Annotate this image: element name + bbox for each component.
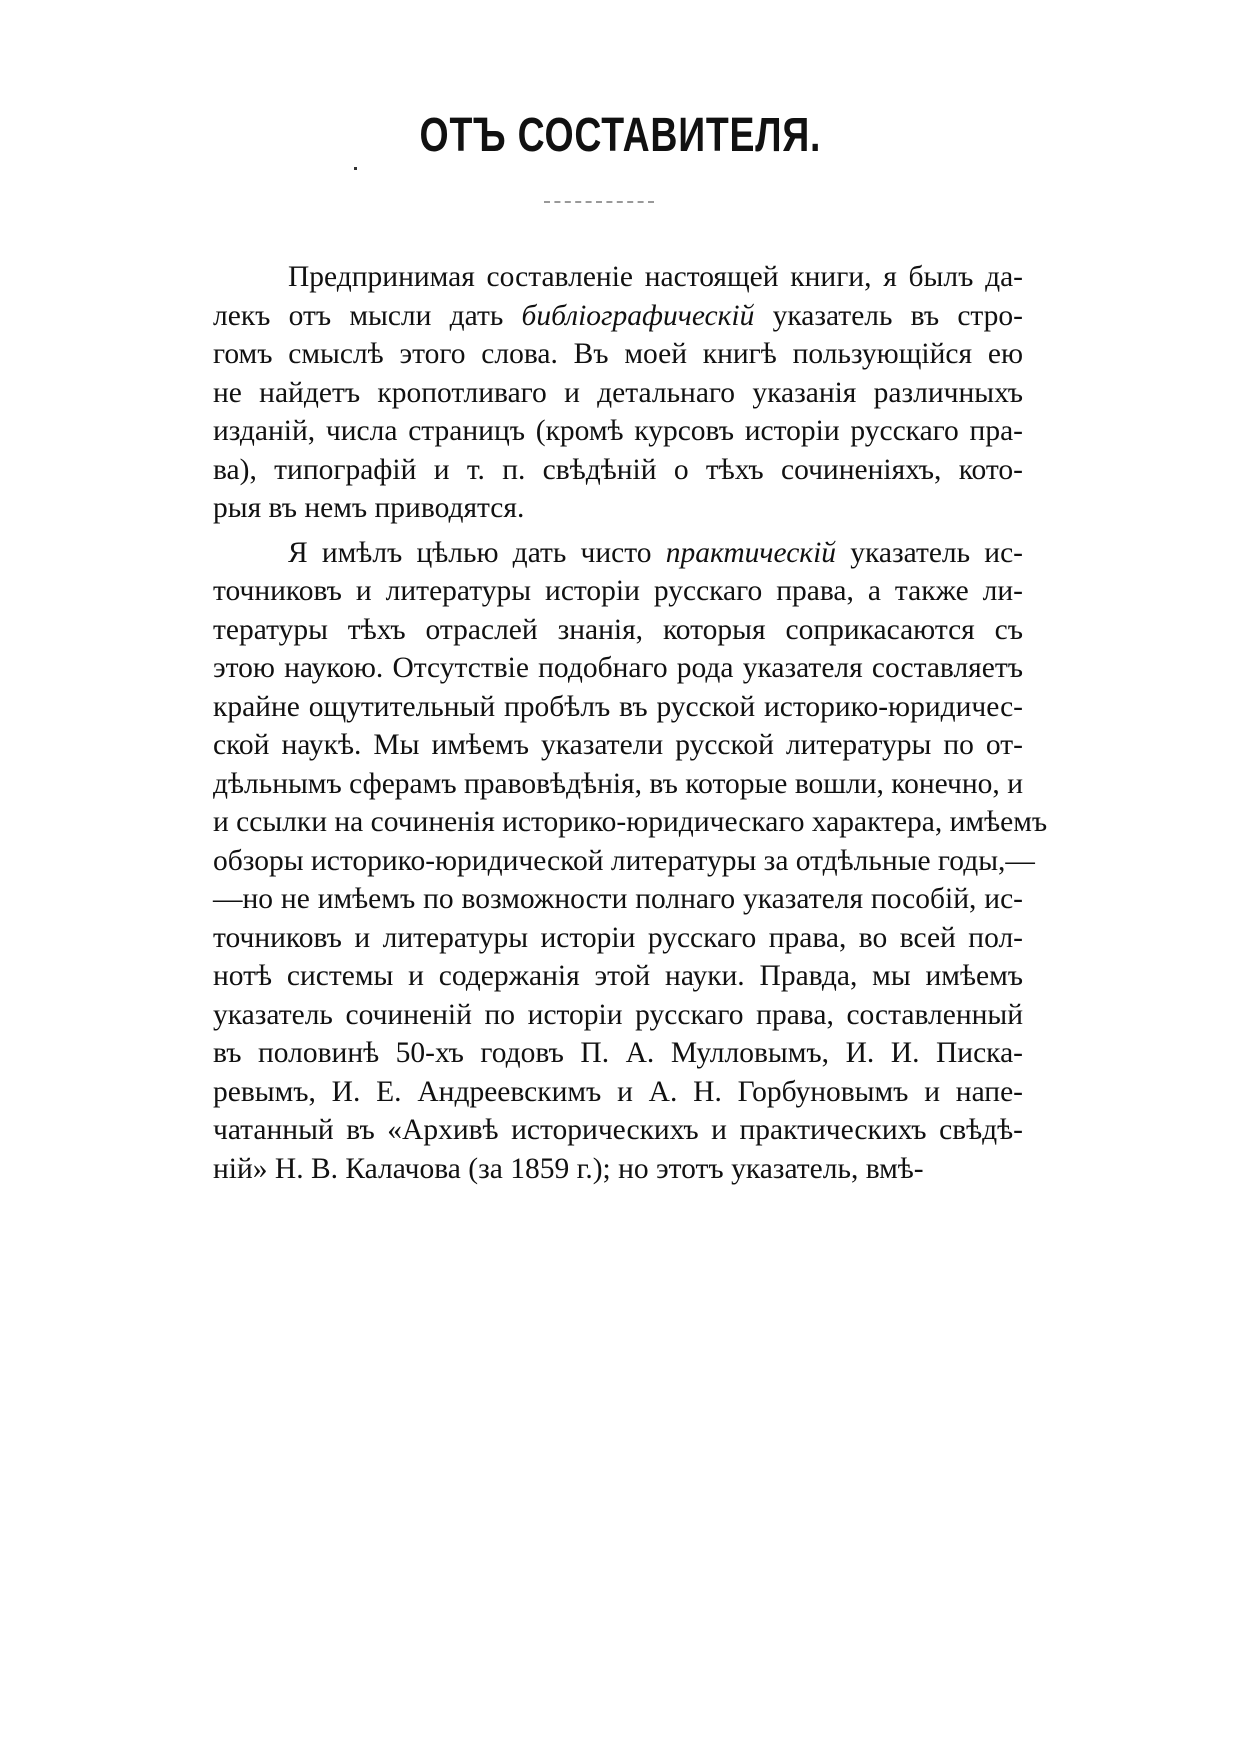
text-segment: —но не имѣемъ по возможности полнаго указателя пособій, ис- [213,883,1023,915]
text-segment: Предпринимая составленіе настоящей книги, я былъ да- [288,261,1023,293]
page-title: ОТЪ СОСТАВИТЕЛЯ. [419,109,822,162]
text-segment: ва), типографій и т. п. свѣдѣній о тѣхъ сочиненіяхъ, кото- [213,453,1023,486]
text-segment: обзоры историко-юридической литературы за отдѣльные годы,— [213,844,1035,877]
text-segment: указатель сочиненій по исторіи русскаго права, составленный [213,998,1023,1031]
text-line [213,688,1023,727]
text-line [213,1111,1023,1150]
text-segment: нотѣ системы и содержанія этой науки. Правда, мы имѣемъ [213,960,1023,992]
text-line [213,803,1048,842]
text-segment: лекъ отъ мысли дать [213,299,522,332]
text-line [213,297,1023,336]
text-segment: указатель въ стро- [754,299,1024,332]
text-line [213,451,1023,490]
italic-term: библіографическій [521,299,755,332]
text-segment: и ссылки на сочиненія историко-юридическаго характера, имѣемъ [213,806,1048,838]
text-segment: гомъ смыслѣ этого слова. Въ моей книгѣ пользующійся ею [213,338,1023,370]
text-segment: Я имѣлъ цѣлью дать чисто [288,536,666,569]
text-line [213,957,1023,996]
text-segment: чатанный въ «Архивѣ историческихъ и практическихъ свѣдѣ- [213,1114,1023,1146]
text-line [213,572,1023,611]
text-segment: тературы тѣхъ отраслей знанія, которыя соприкасаются съ [213,613,1023,646]
text-line [213,489,1023,528]
body-text [213,258,1048,1188]
text-line [213,880,1023,919]
text-segment: ній» Н. В. Калачова (за 1859 г.); но этотъ указатель, вмѣ- [213,1152,924,1185]
text-line [213,611,1023,650]
text-line [213,335,1023,374]
text-segment: крайне ощутительный пробѣлъ въ русской историко-юридичес- [213,690,1023,723]
text-segment: точниковъ и литературы исторіи русскаго права, во всей пол- [213,921,1023,954]
text-line [213,534,1023,573]
text-line [213,842,1035,881]
italic-term: практическій [665,536,837,569]
text-segment: этою наукою. Отсутствіе подобнаго рода указателя составляетъ [213,652,1023,684]
text-line [213,726,1023,765]
text-segment: изданій, числа страницъ (кромѣ курсовъ исторіи русскаго пра- [213,415,1023,447]
text-line [213,1150,1023,1189]
text-line [213,1034,1023,1073]
text-line [213,919,1023,958]
text-segment: точниковъ и литературы исторіи русскаго права, а также ли- [213,575,1023,607]
title-divider [544,201,654,203]
text-line [213,765,1023,804]
text-line [213,412,1023,451]
text-segment: дѣльнымъ сферамъ правовѣдѣнія, въ которые вошли, конечно, и [213,767,1023,800]
text-line [213,649,1023,688]
text-segment: ревымъ, И. Е. Андреевскимъ и А. Н. Горбуновымъ и напе- [213,1075,1023,1108]
text-line [213,258,1023,297]
text-segment: не найдетъ кропотливаго и детальнаго указанія различныхъ [213,376,1023,409]
text-line [213,996,1023,1035]
text-line [213,1073,1023,1112]
text-segment: ской наукѣ. Мы имѣемъ указатели русской литературы по от- [213,729,1023,761]
text-line [213,374,1023,413]
text-segment: въ половинѣ 50-хъ годовъ П. А. Мулловымъ, И. И. Писка- [213,1037,1023,1069]
text-segment: указатель ис- [836,536,1023,569]
text-segment: рыя въ немъ приводятся. [213,492,525,524]
ink-speck [354,167,357,170]
